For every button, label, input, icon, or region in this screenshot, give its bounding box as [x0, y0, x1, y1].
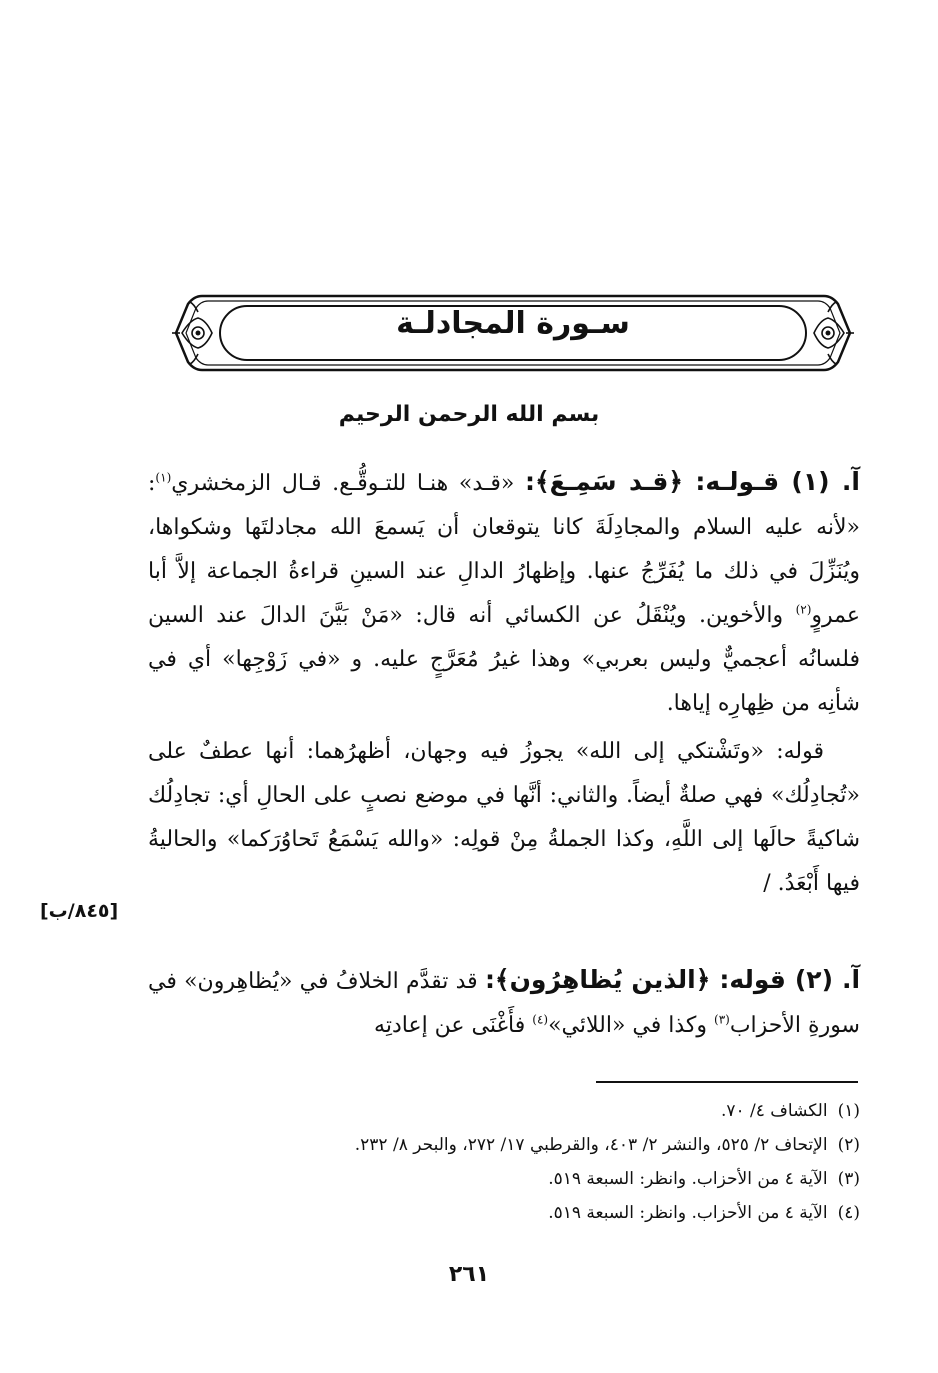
margin-manuscript-reference: [٨٤٥/ب]	[40, 900, 119, 922]
footnotes	[148, 1094, 860, 1230]
surah-title-banner	[168, 290, 858, 376]
footnote-ref[interactable]: (١)	[155, 470, 172, 485]
verse-heading: آ. (١) قـولـه: ﴿قـد سَمِـعَ﴾:	[525, 467, 860, 496]
footnote-item	[148, 1196, 860, 1230]
footnote-number: (٣)	[837, 1169, 860, 1189]
footnote-text: الآية ٤ من الأحزاب. وانظر: السبعة ٥١٩.	[548, 1203, 828, 1223]
paragraph-text: «قـد» هنـا للتـوقُّـع. قـال الزمخشري	[171, 471, 526, 496]
footnote-item	[148, 1094, 860, 1128]
footnote-text: الآية ٤ من الأحزاب. وانظر: السبعة ٥١٩.	[548, 1169, 828, 1189]
footnote-text: الإتحاف ٢/ ٥٢٥، والنشر ٢/ ٤٠٣، والقرطبي ١٧/ ٢٧٢، والبحر ٨/ ٢٣٢.	[354, 1135, 828, 1155]
footnote-item	[148, 1128, 860, 1162]
paragraph-text: قد تقدَّم الخلافُ في «يُظاهِرون» في سورةِ الأحزاب	[148, 969, 860, 1038]
paragraph-verse-2	[148, 958, 860, 1048]
footnote-number: (١)	[837, 1101, 860, 1121]
paragraph-text: وكذا في «اللائي»	[548, 1013, 714, 1038]
footnote-ref[interactable]: (٤)	[532, 1012, 549, 1027]
footnote-ref[interactable]: (٣)	[714, 1012, 730, 1027]
basmala: بسم الله الرحمن الرحيم	[338, 402, 600, 427]
footnote-item	[148, 1162, 860, 1196]
footnote-number: (٤)	[837, 1203, 860, 1223]
paragraph-text: قوله: «وتَشْتكي إلى الله» يجوزُ فيه وجهان، أظهرُهما: أنها عطفٌ على «تُجادِلُك» فهي صلةٌ أيضاً. والثاني: أنَّها في موضع نصبٍ على الحالِ أي: تجادِلُك شاكيةً حالَها إلى اللَّهِ، وكذا الجملةُ مِنْ قولِه: «والله يَسْمَعُ تَحاوُرَكما» والحاليةُ فيها أَبْعَدُ. /	[148, 739, 861, 896]
paragraph-text: : «لأنه عليه السلام والمجادِلَةَ كانا يتوقعان أن يَسمعَ الله مجادلتَها وشكواها، ويُنَزِّلَ في ذلك ما يُفَرِّجُ عنها. وإظهارُ الدالِ عند السينِ قراءةُ الجماعة إلاَّ أبا عمروٍ	[148, 471, 860, 628]
footnote-text: الكشاف ٤/ ٧٠.	[720, 1101, 828, 1121]
paragraph-text: فأَغْنَى عن إعادتِه	[374, 1013, 533, 1038]
paragraph-text: والأخوين. ويُنْقَلُ عن الكسائي أنه قال: «مَنْ بَيَّنَ الدالَ عند السين فلسانُه أعجميٌّ وليس بعربي» وهذا غيرُ مُعَرَّجٍ عليه. و «في زَوْجِها» أي في شأنِه من ظِهارِه إياها.	[148, 603, 860, 716]
surah-title: سـورة المجادلـة	[396, 306, 630, 341]
footnote-divider	[596, 1081, 858, 1083]
verse-heading: آ. (٢) قوله: ﴿الذين يُظاهِرُون﴾:	[484, 965, 861, 994]
footnote-ref[interactable]: (٢)	[795, 602, 812, 617]
page-number: ٢٦١	[448, 1262, 490, 1287]
paragraph-commentary	[148, 730, 860, 906]
footnote-number: (٢)	[837, 1135, 860, 1155]
paragraph-verse-1	[148, 460, 860, 726]
